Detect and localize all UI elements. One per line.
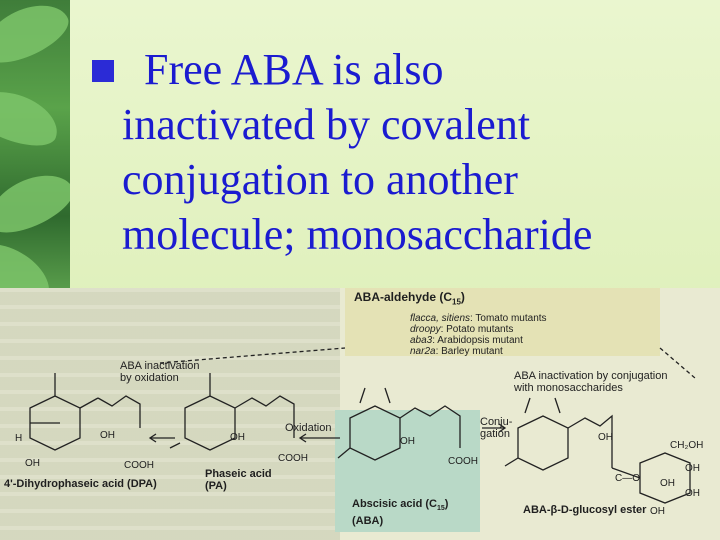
oh-group: OH [660,478,675,489]
oxidation-arrow-label: Oxidation [285,422,332,434]
oh-group: OH [400,436,415,447]
chemical-structures-drawing [0,288,720,540]
bullet-square-icon [92,60,114,82]
headline-line-4: molecule; monosaccharide [122,210,593,259]
mutant-item: nar2a: Barley mutant [410,346,503,357]
dpa-side-chain [98,396,140,428]
headline-line-3: conjugation to another [122,155,518,204]
cooh-group: COOH [278,453,308,464]
conjugation-arrow-label: Conju- gation [480,416,513,440]
mutant-item: droopy: Potato mutants [410,324,514,335]
ch2oh-group: CH₂OH [670,440,704,451]
oh-group: OH [25,458,40,469]
oh-group: OH [685,488,700,499]
pa-ring [185,396,235,450]
cooh-group: COOH [448,456,478,467]
ester-ring [518,416,568,470]
oxidation-heading: ABA inactivation by oxidation [120,360,200,384]
headline-line-1: Free ABA is also [144,45,444,94]
aba-label: Abscisic acid $(C_{15})$ (ABA) [352,498,449,528]
oh-group: OH [650,506,665,517]
ester-side-chain [568,416,612,468]
pa-side-chain [235,396,294,438]
pa-label: Phaseic acid (PA) [205,468,272,492]
dpa-label: 4'-Dihydrophaseic acid (DPA) [4,478,157,490]
oh-group: OH [230,432,245,443]
headline-line-2: inactivated by covalent [122,100,531,149]
leaf-shape [0,163,70,243]
oh-group: OH [100,430,115,441]
slide-headline [122,42,712,262]
glucose-ring [640,453,690,503]
cooh-group: COOH [124,460,154,471]
ester-label: ABA-β-D-glucosyl ester [523,504,647,516]
mutant-item: aba3: Arabidopsis mutant [410,335,523,346]
leaf-shape [0,0,70,73]
mutant-item: flacca, sitiens: Tomato mutants [410,313,547,324]
aldehyde-label: ABA-aldehyde $(C_{15})$ [354,290,465,307]
aba-ring [350,406,400,460]
oh-group: OH [598,432,613,443]
aba-side-chain [400,406,460,448]
co-group: C—O [615,473,640,484]
conjugation-heading: ABA inactivation by conjugation with monosaccharides [514,370,668,394]
oh-group: OH [685,463,700,474]
leaf-shape [0,81,65,155]
h-group: H [15,433,23,444]
